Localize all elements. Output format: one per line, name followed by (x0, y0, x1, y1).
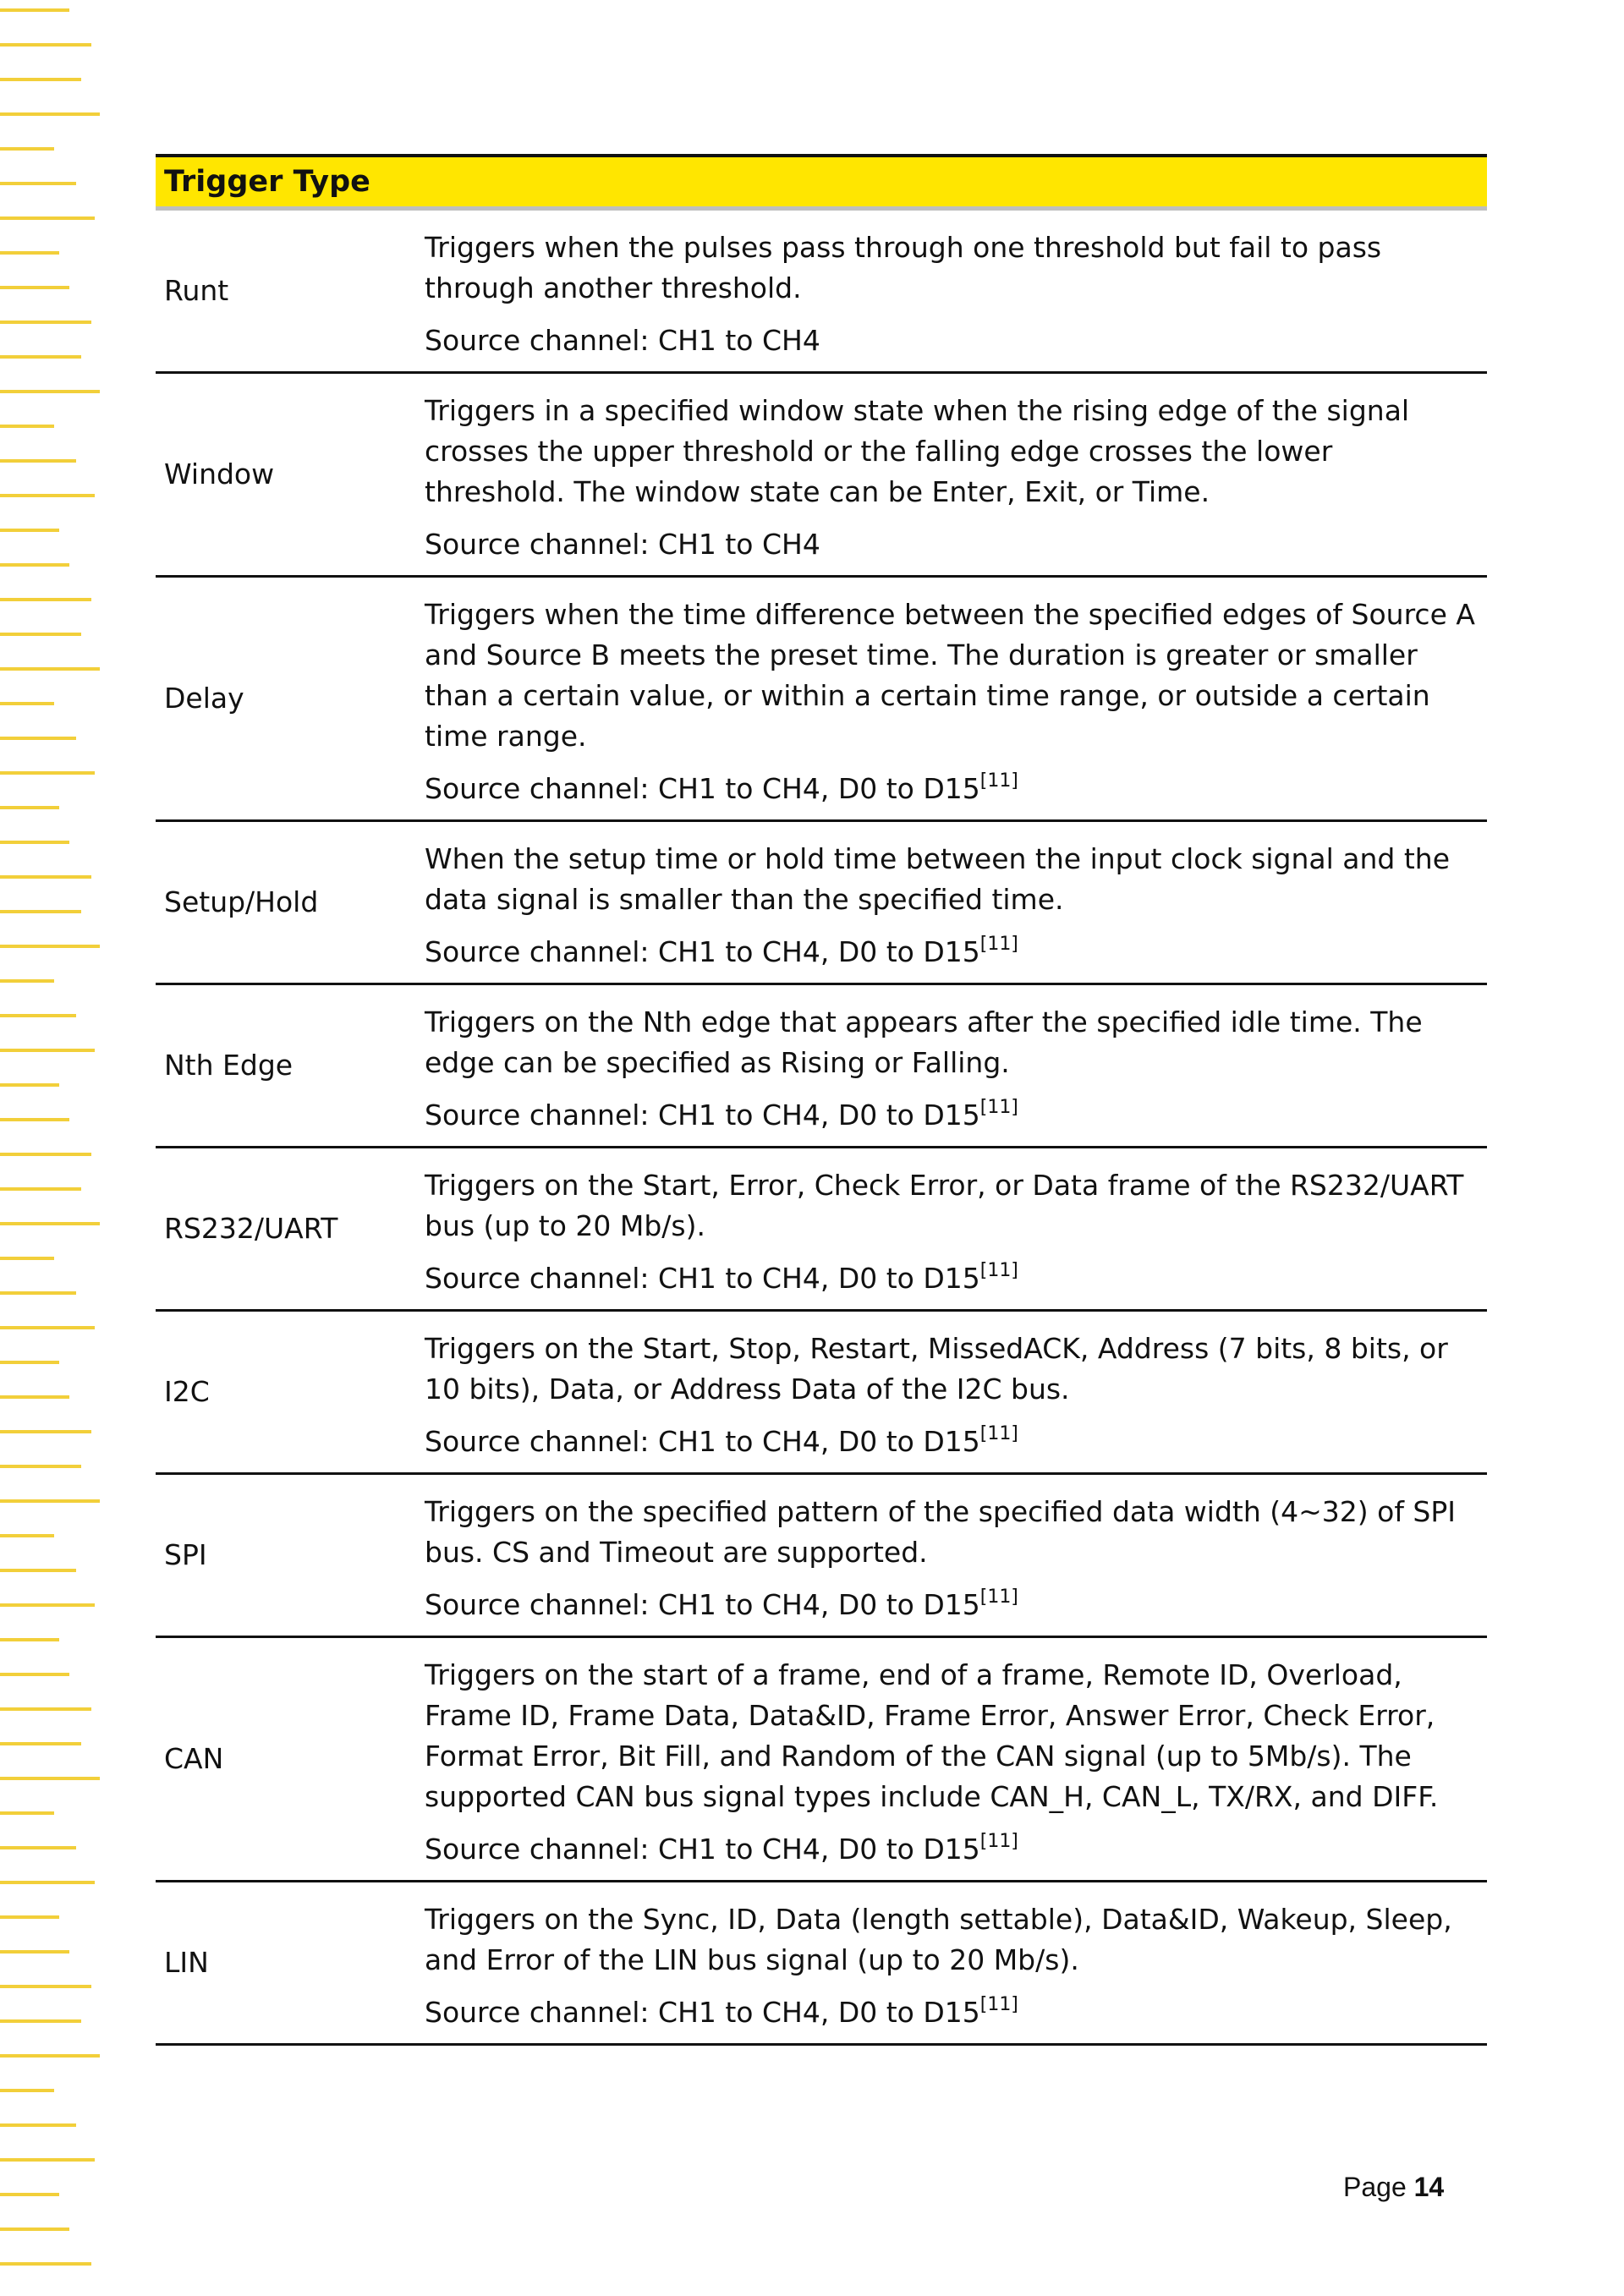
margin-tick (0, 2228, 69, 2231)
margin-tick (0, 1430, 91, 1433)
source-channel-text: Source channel: CH1 to CH4 (425, 324, 820, 357)
margin-tick (0, 1777, 100, 1780)
margin-tick (0, 1707, 91, 1711)
table-row (156, 984, 1487, 1148)
page-number: 14 (1413, 2172, 1445, 2202)
source-channel-text: Source channel: CH1 to CH4, D0 to D15 (425, 1588, 980, 1621)
margin-tick (0, 286, 69, 289)
margin-tick (0, 1326, 95, 1329)
margin-tick (0, 2262, 91, 2266)
margin-tick (0, 1222, 100, 1225)
margin-tick (0, 251, 59, 255)
margin-tick (0, 910, 81, 913)
footnote-reference: [11] (979, 934, 1018, 955)
source-channel-line (425, 1258, 1479, 1299)
footnote-reference: [11] (979, 770, 1018, 792)
margin-tick (0, 425, 54, 428)
source-channel-text: Source channel: CH1 to CH4 (425, 528, 820, 561)
table-header-row (156, 156, 1487, 209)
footnote-reference: [11] (979, 1994, 1018, 2015)
trigger-description: Triggers on the Start, Error, Check Error, or Data frame of the RS232/UART bus (up to 20 Mb/s). (425, 1169, 1464, 1242)
trigger-description-cell (420, 1474, 1487, 1637)
margin-tick (0, 945, 100, 948)
source-channel-line (425, 1992, 1479, 2033)
footnote-reference: [11] (979, 1831, 1018, 1852)
source-channel-text: Source channel: CH1 to CH4, D0 to D15 (425, 1425, 980, 1458)
source-channel-line (425, 524, 1479, 565)
source-channel-line (425, 321, 1479, 361)
margin-tick (0, 1291, 76, 1295)
trigger-description: Triggers when the pulses pass through one threshold but fail to pass through another threshold. (425, 231, 1382, 304)
source-channel-text: Source channel: CH1 to CH4, D0 to D15 (425, 1833, 980, 1866)
trigger-description-cell (420, 577, 1487, 821)
margin-tick (0, 1742, 81, 1745)
table-row (156, 1637, 1487, 1882)
margin-tick (0, 43, 91, 47)
margin-tick (0, 1083, 59, 1087)
margin-ruler-decoration (0, 0, 102, 2296)
trigger-name-cell: SPI (156, 1474, 420, 1637)
source-channel-line (425, 1829, 1479, 1870)
margin-tick (0, 979, 54, 983)
margin-tick (0, 633, 81, 636)
margin-tick (0, 1881, 95, 1884)
trigger-description: Triggers on the specified pattern of the specified data width (4~32) of SPI bus. CS and Timeout are supported. (425, 1495, 1457, 1569)
trigger-description-cell (420, 373, 1487, 577)
margin-tick (0, 1153, 91, 1156)
margin-tick (0, 1985, 91, 1988)
margin-tick (0, 1811, 54, 1815)
trigger-name-cell: LIN (156, 1882, 420, 2045)
trigger-name-cell: CAN (156, 1637, 420, 1882)
table-row (156, 821, 1487, 984)
table-row (156, 577, 1487, 821)
trigger-name-cell: RS232/UART (156, 1148, 420, 1311)
margin-tick (0, 8, 69, 12)
margin-tick (0, 112, 100, 116)
margin-tick (0, 1187, 81, 1191)
margin-tick (0, 563, 69, 567)
trigger-name-cell: Delay (156, 577, 420, 821)
margin-tick (0, 1257, 54, 1260)
footnote-reference: [11] (979, 1423, 1018, 1444)
source-channel-line (425, 1585, 1479, 1625)
margin-tick (0, 1603, 95, 1607)
trigger-name-cell: Runt (156, 209, 420, 373)
source-channel-line (425, 932, 1479, 973)
trigger-description-cell (420, 1637, 1487, 1882)
source-channel-text: Source channel: CH1 to CH4, D0 to D15 (425, 772, 980, 805)
trigger-description: Triggers on the Start, Stop, Restart, MissedACK, Address (7 bits, 8 bits, or 10 bits), Data, or Address Data of the I2C bus. (425, 1332, 1448, 1406)
trigger-description-cell (420, 1148, 1487, 1311)
margin-tick (0, 771, 95, 775)
margin-tick (0, 494, 95, 497)
table-row (156, 1148, 1487, 1311)
trigger-type-table (156, 154, 1487, 2046)
source-channel-line (425, 769, 1479, 809)
table-row (156, 1311, 1487, 1474)
table-row (156, 373, 1487, 577)
trigger-description-cell (420, 984, 1487, 1148)
margin-tick (0, 598, 91, 601)
margin-tick (0, 1014, 76, 1017)
margin-tick (0, 321, 91, 324)
trigger-description-cell (420, 209, 1487, 373)
margin-tick (0, 529, 59, 532)
trigger-description: Triggers in a specified window state when the rising edge of the signal crosses the upper threshold or the falling edge crosses the lower threshold. The window state can be Enter, Exit, or Time. (425, 394, 1410, 508)
margin-tick (0, 216, 95, 220)
margin-tick (0, 2123, 76, 2127)
margin-tick (0, 1915, 59, 1919)
margin-tick (0, 667, 100, 671)
margin-tick (0, 78, 81, 81)
source-channel-text: Source channel: CH1 to CH4, D0 to D15 (425, 935, 980, 968)
trigger-description-cell (420, 821, 1487, 984)
trigger-description: Triggers on the start of a frame, end of a frame, Remote ID, Overload, Frame ID, Frame Data, Data&ID, Frame Error, Answer Error, Check Error, Format Error, Bit Fill, and Random of the CAN signal (up to 5Mb/s). The supported CAN bus signal types include CAN_H, CAN_L, TX/RX, and DIFF. (425, 1658, 1439, 1813)
page-label: Page (1343, 2172, 1407, 2202)
margin-tick (0, 1395, 69, 1399)
margin-tick (0, 459, 76, 463)
margin-tick (0, 875, 91, 879)
table-row (156, 1474, 1487, 1637)
margin-tick (0, 2019, 81, 2023)
trigger-description: Triggers when the time difference between the specified edges of Source A and Source B meets the preset time. The duration is greater or smaller than a certain value, or within a certain time range, or outside a certain time range. (425, 598, 1475, 753)
source-channel-text: Source channel: CH1 to CH4, D0 to D15 (425, 1262, 980, 1295)
table-header: Trigger Type (156, 156, 1487, 209)
margin-tick (0, 1118, 69, 1121)
margin-tick (0, 355, 81, 359)
margin-tick (0, 2193, 59, 2196)
source-channel-line (425, 1422, 1479, 1462)
page-footer (1343, 2172, 1444, 2203)
source-channel-text: Source channel: CH1 to CH4, D0 to D15 (425, 1996, 980, 2029)
margin-tick (0, 1499, 100, 1503)
margin-tick (0, 1049, 95, 1052)
margin-tick (0, 737, 76, 740)
margin-tick (0, 147, 54, 151)
margin-tick (0, 2054, 100, 2058)
margin-tick (0, 1846, 76, 1849)
trigger-name-cell: Nth Edge (156, 984, 420, 1148)
table-row (156, 1882, 1487, 2045)
trigger-description: Triggers on the Sync, ID, Data (length settable), Data&ID, Wakeup, Sleep, and Error of the LIN bus signal (up to 20 Mb/s). (425, 1903, 1452, 1976)
margin-tick (0, 1361, 59, 1364)
margin-tick (0, 2158, 95, 2162)
trigger-description: Triggers on the Nth edge that appears after the specified idle time. The edge can be specified as Rising or Falling. (425, 1006, 1423, 1079)
trigger-name-cell: Setup/Hold (156, 821, 420, 984)
margin-tick (0, 2089, 54, 2092)
margin-tick (0, 182, 76, 185)
margin-tick (0, 1465, 81, 1468)
footnote-reference: [11] (979, 1097, 1018, 1118)
source-channel-text: Source channel: CH1 to CH4, D0 to D15 (425, 1099, 980, 1132)
trigger-name-cell: Window (156, 373, 420, 577)
margin-tick (0, 390, 100, 393)
trigger-name-cell: I2C (156, 1311, 420, 1474)
margin-tick (0, 1534, 54, 1537)
footnote-reference: [11] (979, 1586, 1018, 1608)
source-channel-line (425, 1095, 1479, 1136)
margin-tick (0, 1569, 76, 1572)
trigger-description: When the setup time or hold time between the input clock signal and the data signal is smaller than the specified time. (425, 842, 1451, 916)
footnote-reference: [11] (979, 1260, 1018, 1281)
margin-tick (0, 1950, 69, 1954)
margin-tick (0, 841, 69, 844)
table-row (156, 209, 1487, 373)
margin-tick (0, 702, 54, 705)
margin-tick (0, 806, 59, 809)
trigger-description-cell (420, 1882, 1487, 2045)
trigger-description-cell (420, 1311, 1487, 1474)
margin-tick (0, 1673, 69, 1676)
margin-tick (0, 1638, 59, 1641)
